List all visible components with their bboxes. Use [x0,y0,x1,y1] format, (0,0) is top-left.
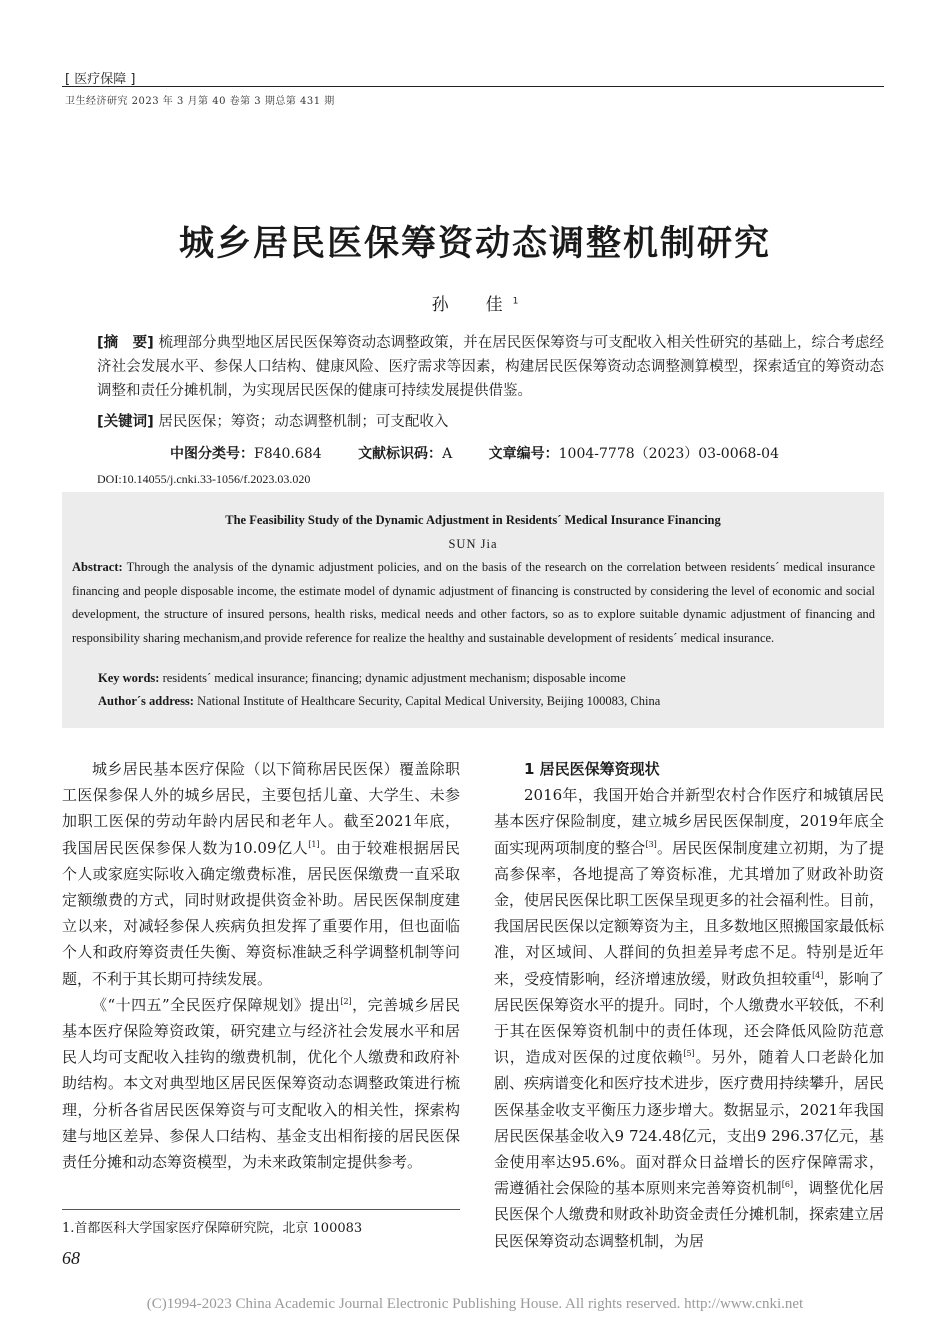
doi: DOI:10.14055/j.cnki.33-1056/f.2023.03.020 [97,472,311,486]
paragraph-text: ，影响了居民医保筹资水平的提升。同时，个人缴费水平较低，不利于其在医保筹资机制中的责任体现，还会降低风险防范意识，造成对医保的过度依赖 [494,969,885,1067]
body-column-right [494,756,884,1254]
keywords-chinese [97,410,448,431]
citation: [5] [683,1049,695,1059]
doc-code-value: A [442,446,453,462]
citation: [4] [812,970,824,980]
english-abstract [72,556,875,650]
paragraph-text: 。另外，随着人口老龄化加剧、疾病谱变化和医疗技术进步，医疗费用持续攀升，居民医保基金收支平衡压力逐步增大。数据显示，2021年我国居民医保基金收入9 724.48亿元，支出9 296.37亿元，基金使用率达95.6%。面对群众日益增长的医疗保障需求，需遵循社会保险的基本原则来完善筹资机制 [494,1048,885,1198]
paragraph-text: 。由于较难根据居民个人或家庭实际收入确定缴费标准，居民医保缴费一直采取定额缴费的方式，同时财政提供资金补助。居民医保制度建立以来，对减轻参保人疾病负担发挥了重要作用，但也面临个人和政府筹资责任失衡、筹资标准缺乏科学调整机制等问题，不利于其长期可持续发展。 [62,838,460,988]
journal-info: 卫生经济研究 2023 年 3 月第 40 卷第 3 期总第 431 期 [65,96,335,107]
paragraph-text: ，完善城乡居民基本医疗保险筹资政策，研究建立与经济社会发展水平和居民人均可支配收入挂钩的缴费机制，优化个人缴费和政府补助结构。本文对典型地区居民医保筹资动态调整政策进行梳理，分析各省居民医保筹资与可支配收入的相关性，探索构建与地区差异、参保人口结构、基金支出相衔接的居民医保责任分摊和动态筹资模型，为未来政策制定提供参考。 [62,995,460,1172]
citation: [6] [781,1180,794,1190]
english-keywords-label: Key words: [98,671,160,685]
page-number: 68 [62,1248,80,1268]
article-number-label: 文章编号： [488,446,559,462]
section-category: [ 医疗保障 ] [65,72,136,87]
english-keywords-text: residents´ medical insurance; financing; dynamic adjustment mechanism; disposable income [162,671,626,685]
english-abstract-label: Abstract: [72,560,123,574]
paragraph-text: 2016年，我国开始合并新型农村合作医疗和城镇居民基本医疗保险制度，建立城乡居民医保制度，2019年底全面实现两项制度的整合 [494,786,884,857]
author-line [0,290,950,315]
paragraph-text: 。居民医保制度建立初期，为了提高参保率，各地提高了筹资标准，尤其增加了财政补助资金，使居民医保比职工医保呈现更多的社会福利性。目前，我国居民医保以定额筹资为主，且多数地区照搬国家最低标准，对区域间、人群间的负担差异考虑不足。特别是近年来，受疫情影响，经济增速放缓，财政负担较重 [494,838,885,988]
header-divider [62,86,884,87]
abstract-chinese [97,331,884,403]
article-title: 城乡居民医保筹资动态调整机制研究 [178,224,771,264]
footnote: 1.首都医科大学国家医疗保障研究院，北京 100083 [62,1221,363,1236]
citation: [1] [308,839,320,849]
paragraph [62,992,460,1175]
english-address-text: National Institute of Healthcare Security, Capital Medical University, Beijing 100083, China [197,694,661,708]
paragraph-text: 《“十四五”全民医疗保障规划》提出 [92,995,341,1014]
paragraph [494,782,884,1254]
author-name: 孙 佳 [431,295,513,315]
english-author: SUN Jia [448,537,498,551]
citation: [3] [645,839,657,849]
abstract-text: 梳理部分典型地区居民医保筹资动态调整政策，并在居民医保筹资与可支配收入相关性研究的基础上，综合考虑经济社会发展水平、参保人口结构、健康风险、医疗需求等因素，构建居民医保筹资动态调整测算模型，探索适宜的筹资动态调整和责任分摊机制，为实现居民医保的健康可持续发展提供借鉴。 [97,335,885,399]
english-keywords [98,671,626,686]
body-column-left [62,756,460,1175]
clc-label: 中图分类号： [170,446,254,462]
article-number-value: 1004-7778（2023）03-0068-04 [558,446,779,462]
citation: [2] [340,996,352,1006]
section-heading: 1 居民医保筹资现状 [524,760,660,778]
paragraph-text: ，调整优化居民医保个人缴费和财政补助资金责任分摊机制，探索建立居民医保筹资动态调整机制，为居 [494,1179,885,1250]
footnote-divider [62,1209,460,1210]
paragraph-text: 城乡居民基本医疗保险（以下简称居民医保）覆盖除职工医保参保人外的城乡居民，主要包括儿童、大学生、未参加职工医保的劳动年龄内居民和老年人。截至2021年底，我国居民医保参保人数为10.09亿人 [62,760,460,857]
doc-code-label: 文献标识码： [358,446,443,462]
abstract-label: [摘 要] [97,335,154,351]
english-abstract-text: Through the analysis of the dynamic adjustment policies, and on the basis of the research on the correlation between residents´ medical insurance financing and people disposable income, the estimate model of dynamic adjustment of financing is constructed by considering the level of economic and social development, the structure of insured persons, health risks, medical needs and other factors, so as to explore suitable dynamic adjustment of financing and responsibility sharing mechanism,and provide reference for realize the healthy and sustainable development of residents´ medical insurance. [72,560,875,645]
keywords-label: [关键词] [97,414,154,430]
english-title: The Feasibility Study of the Dynamic Adjustment in Residents´ Medical Insurance Financing [225,513,721,527]
keywords-text: 居民医保；筹资；动态调整机制；可支配收入 [158,414,449,430]
clc-value: F840.684 [254,446,322,462]
paragraph [62,756,460,992]
copyright-watermark: (C)1994-2023 China Academic Journal Electronic Publishing House. All rights reserved. http://www.cnki.net [146,1296,804,1312]
classification-line [170,443,779,463]
english-address-label: Author´s address: [98,694,194,708]
author-affiliation-mark: 1 [512,296,519,307]
english-address [98,694,660,709]
